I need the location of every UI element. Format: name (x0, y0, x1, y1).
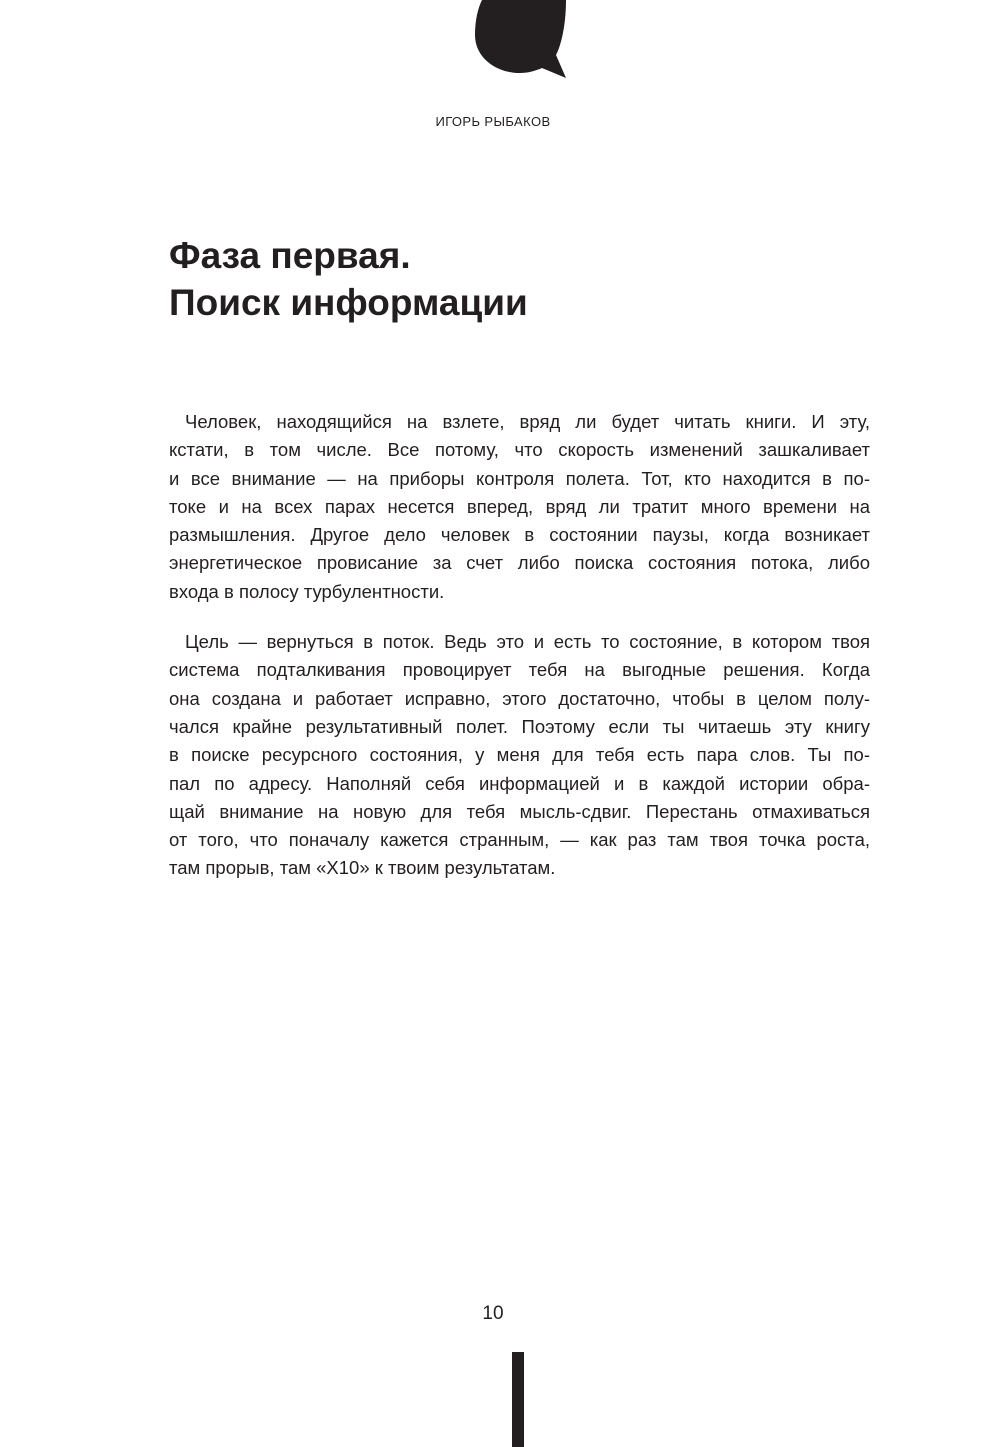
speech-bubble-icon (470, 0, 570, 80)
paragraph-line: Человек, находящийся на взлете, вряд ли будет читать книги. И эту, (185, 411, 870, 432)
paragraph-line: Цель — вернуться в поток. Ведь это и есть то состояние, в котором твоя (185, 631, 870, 653)
chapter-title-line-1: Фаза первая. (169, 235, 411, 276)
paragraph-line: в поиске ресурсного состояния, у меня для тебя есть пара слов. Ты по- (169, 744, 870, 766)
paragraph-line: она создана и работает исправно, этого достаточно, чтобы в целом полу- (169, 687, 870, 709)
paragraph-line: и все внимание — на приборы контроля полета. Тот, кто находится в по- (169, 467, 870, 489)
chapter-title-line-2: Поиск информации (169, 282, 528, 323)
paragraph-line: чался крайне результативный полет. Поэтому если ты читаешь эту книгу (169, 715, 870, 737)
page-edge-bar (512, 1352, 524, 1447)
chapter-title (169, 232, 528, 326)
running-head-author: ИГОРЬ РЫБАКОВ (435, 114, 551, 129)
paragraph-line: система подталкивания провоцирует тебя на выгодные решения. Когда (169, 659, 870, 681)
paragraph-line: входа в полосу турбулентности. (169, 580, 445, 602)
paragraph-line: пал по адресу. Наполняй себя информацией и в каждой истории обра- (169, 772, 870, 794)
paragraph-line: токе и на всех парах несется вперед, вряд ли тратит много времени на (169, 495, 870, 517)
body-text (169, 408, 870, 883)
paragraph-line: размышления. Другое дело человек в состоянии паузы, когда возникает (169, 524, 870, 546)
paragraph-line: кстати, в том числе. Все потому, что скорость изменений зашкаливает (169, 439, 870, 461)
paragraph-line: там прорыв, там «Х10» к твоим результатам. (169, 857, 556, 879)
page-number: 10 (482, 1303, 504, 1324)
paragraph-line: от того, что поначалу кажется странным, — как раз там твоя точка роста, (169, 829, 870, 851)
paragraph-1 (169, 408, 870, 606)
paragraph-2 (169, 628, 870, 883)
paragraph-line: энергетическое провисание за счет либо поиска состояния потока, либо (169, 552, 870, 574)
paragraph-line: щай внимание на новую для тебя мысль-сдвиг. Перестань отмахиваться (169, 800, 870, 822)
